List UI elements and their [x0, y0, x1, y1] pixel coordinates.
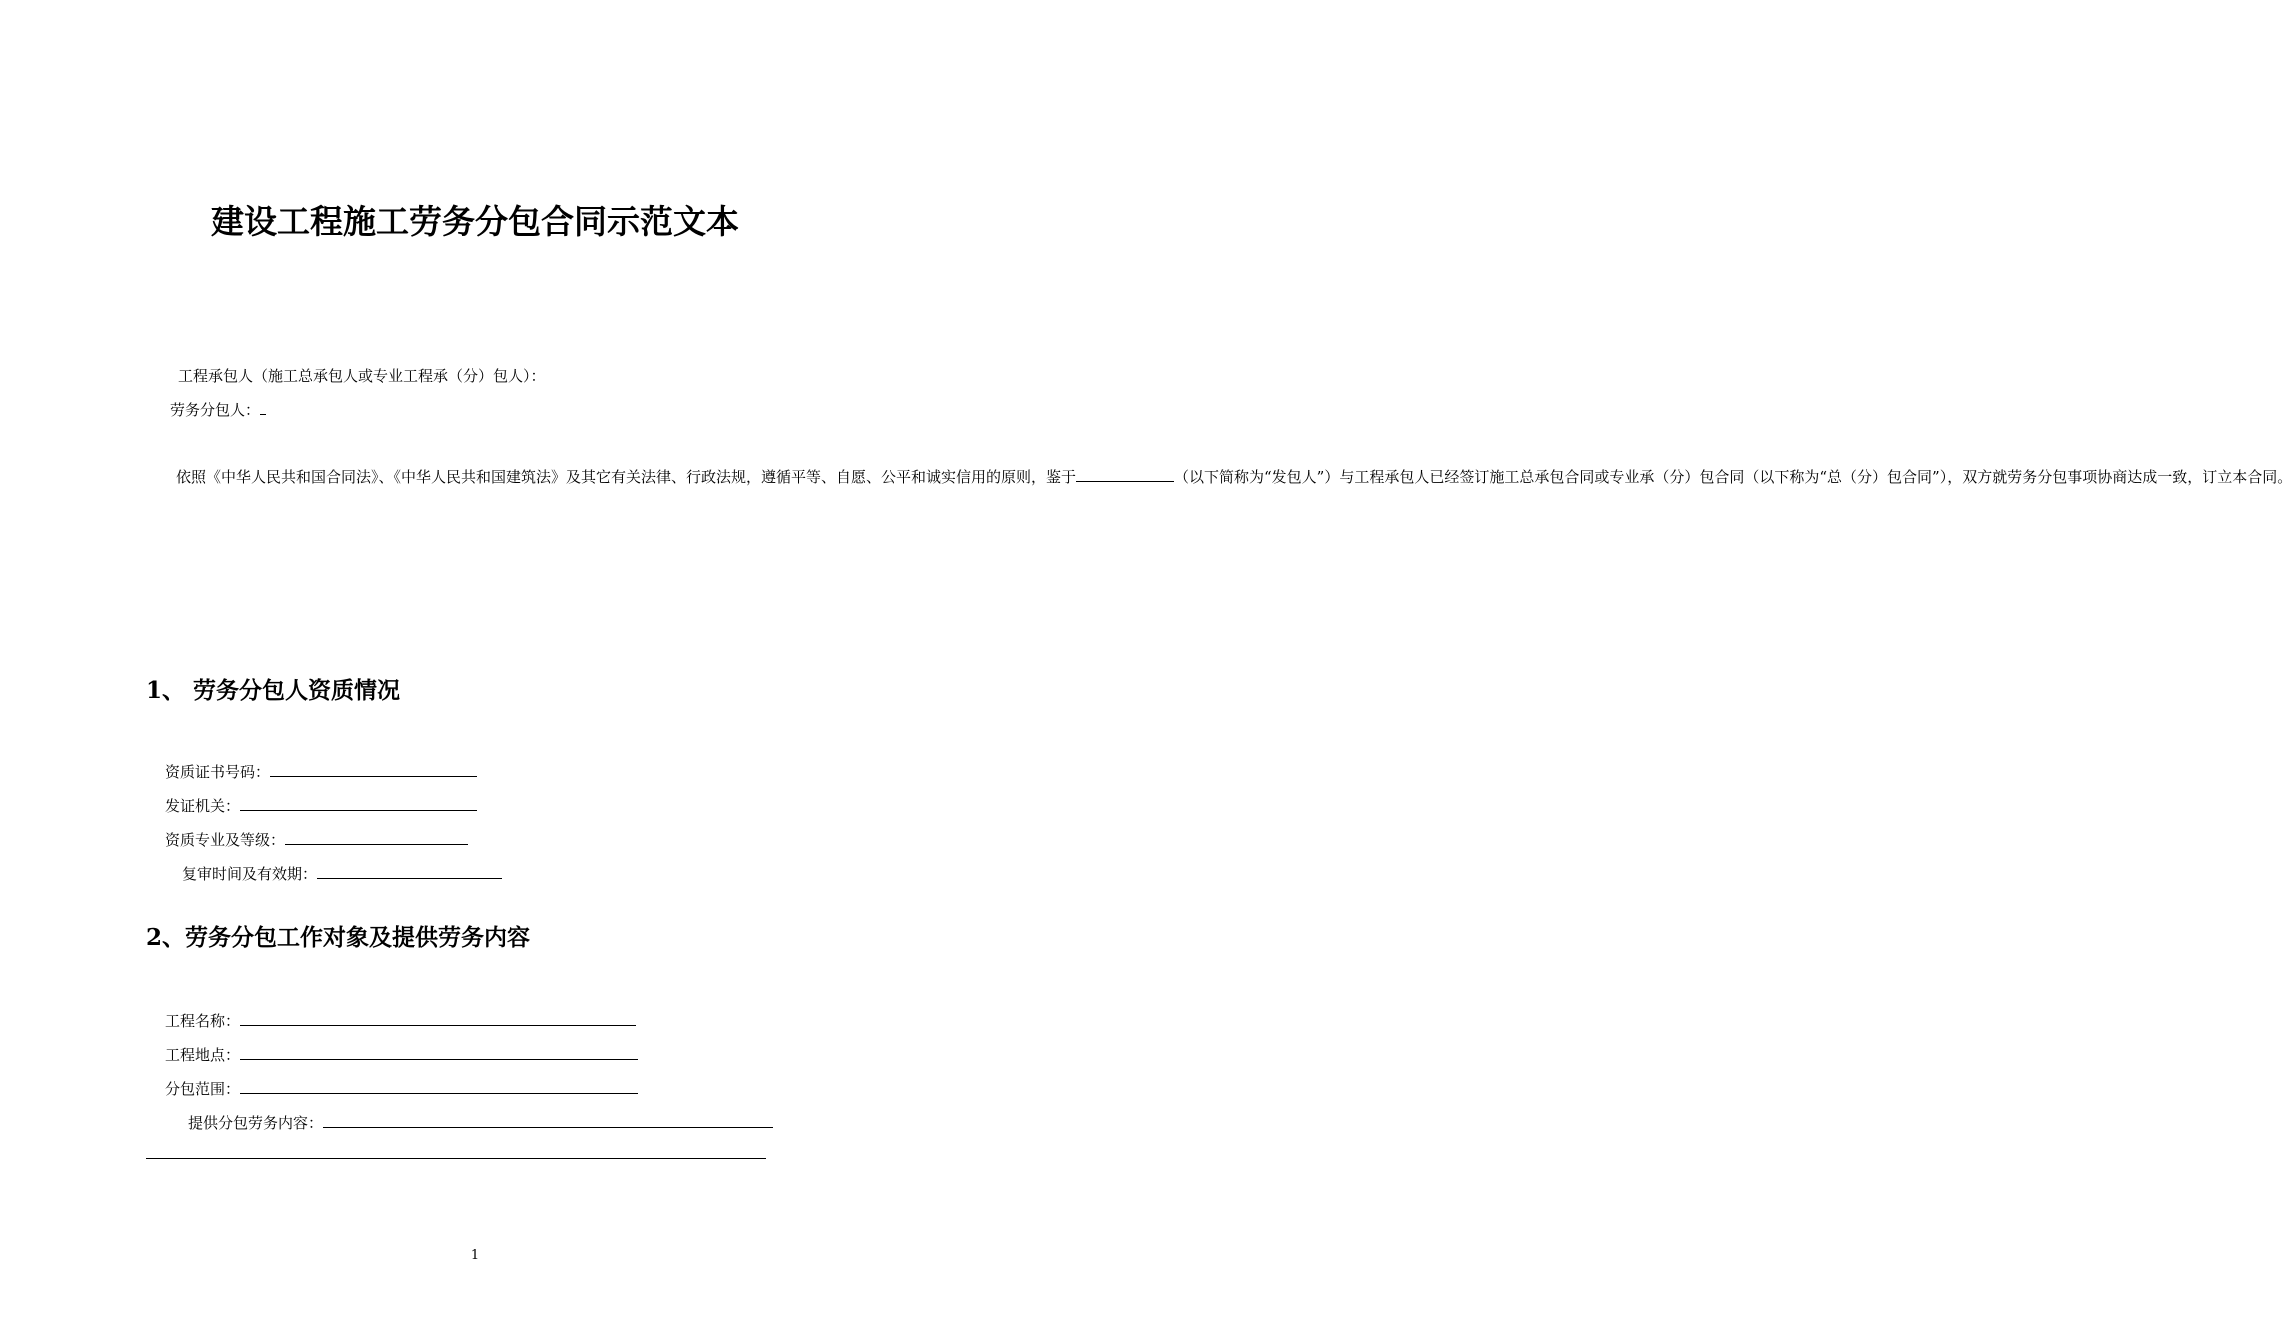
page-number: 1: [470, 1248, 480, 1263]
project-name-label: 工程名称：: [165, 1012, 241, 1030]
field-issuer: [165, 796, 477, 816]
cert-no-blank[interactable]: [270, 762, 477, 777]
review-blank[interactable]: [317, 864, 502, 879]
project-site-label: 工程地点：: [165, 1046, 241, 1064]
document-title: 建设工程施工劳务分包合同示范文本: [211, 202, 739, 241]
field-content: [188, 1113, 773, 1133]
review-label: 复审时间及有效期：: [182, 865, 318, 883]
field-specialty: [165, 830, 468, 850]
scope-blank[interactable]: [240, 1079, 638, 1094]
preamble-text-2: （以下简称为“发包人”）与工程承包人已经签订施工总承包合同或专业承（分）包合同（以下称为“总（分）包合同”），双方就劳务分包事项协商达成一致，订立本合同。: [1174, 468, 2292, 486]
specialty-blank[interactable]: [285, 830, 468, 845]
preamble-text-1: 依照《中华人民共和国合同法》、《中华人民共和国建筑法》及其它有关法律、行政法规，遵循平等、自愿、公平和诚实信用的原则，鉴于: [176, 468, 1077, 486]
field-project-name: [165, 1011, 636, 1031]
field-scope: [165, 1079, 638, 1099]
cert-no-label: 资质证书号码：: [165, 763, 271, 781]
contractor-label: 工程承包人（施工总承包人或专业工程承（分）包人）：: [178, 367, 546, 385]
field-cert-no: [165, 762, 477, 782]
section-1-heading: 1、 劳务分包人资质情况: [146, 677, 401, 704]
specialty-label: 资质专业及等级：: [165, 831, 286, 849]
content-label: 提供分包劳务内容：: [188, 1114, 324, 1132]
content-blank[interactable]: [323, 1113, 773, 1128]
subcontractor-label: 劳务分包人：: [170, 401, 261, 419]
project-site-blank[interactable]: [240, 1045, 638, 1060]
preamble-paragraph: [146, 460, 2292, 495]
employer-blank[interactable]: [1076, 467, 1174, 482]
project-name-blank[interactable]: [240, 1011, 636, 1026]
section-2-heading: 2、劳务分包工作对象及提供劳务内容: [146, 924, 531, 951]
content-blank-continued[interactable]: [146, 1145, 766, 1159]
issuer-label: 发证机关：: [165, 797, 241, 815]
issuer-blank[interactable]: [240, 796, 477, 811]
contractor-line: [178, 366, 546, 386]
scope-label: 分包范围：: [165, 1080, 241, 1098]
field-review: [182, 864, 502, 884]
field-project-site: [165, 1045, 638, 1065]
subcontractor-line: [170, 400, 266, 420]
subcontractor-blank[interactable]: [260, 400, 266, 415]
